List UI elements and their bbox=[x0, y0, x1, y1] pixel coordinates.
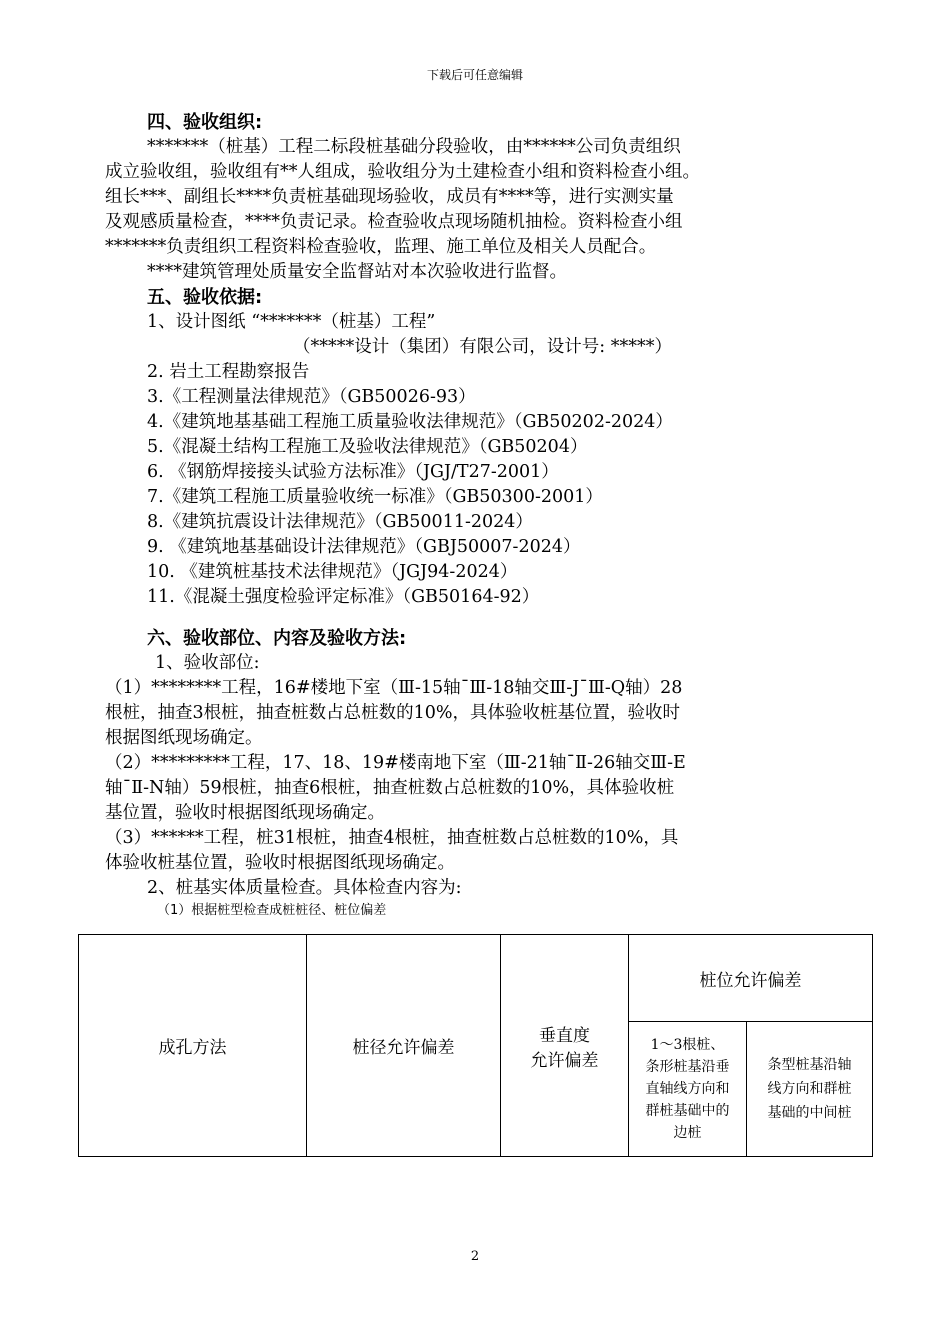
section4-heading: 四、验收组织: bbox=[147, 112, 263, 133]
page-header: 下载后可任意编辑 bbox=[426, 68, 523, 82]
table-caption: （1）根据桩型检查成桩桩径、桩位偏差 bbox=[157, 903, 387, 918]
basis-item: 8.《建筑抗震设计法律规范》（GB50011-2024） bbox=[147, 512, 533, 532]
section4-line: ****建筑管理处质量安全监督站对本次验收进行监督。 bbox=[147, 262, 567, 282]
pile-deviation-table bbox=[78, 934, 873, 1157]
section4-line: *******负责组织工程资料检查验收，监理、施工单位及相关人员配合。 bbox=[105, 237, 657, 257]
basis-item: 1、设计图纸 “*******（桩基）工程” bbox=[147, 312, 436, 332]
basis-item: （*****设计（集团）有限公司，设计号: *****） bbox=[293, 337, 672, 357]
section6-sub2: 2、桩基实体质量检查。具体检查内容为: bbox=[147, 878, 462, 898]
section5-heading: 五、验收依据: bbox=[147, 287, 263, 308]
basis-item: 7.《建筑工程施工质量验收统一标准》（GB50300-2001） bbox=[147, 487, 603, 507]
section4-line: 组长***、副组长****负责桩基础现场验收，成员有****等，进行实测实量 bbox=[105, 187, 674, 207]
basis-item: 10. 《建筑桩基技术法律规范》（JGJ94-2024） bbox=[147, 562, 518, 582]
header-hole-method: 成孔方法 bbox=[79, 935, 307, 1157]
section4-line: 成立验收组，验收组有**人组成，验收组分为土建检查小组和资料检查小组。 bbox=[105, 162, 700, 182]
basis-item: 2. 岩土工程勘察报告 bbox=[147, 362, 310, 382]
basis-item: 5.《混凝土结构工程施工及验收法律规范》（GB50204） bbox=[147, 437, 588, 457]
page-number: 2 bbox=[470, 1249, 480, 1264]
header-diameter-deviation: 桩径允许偏差 bbox=[307, 935, 501, 1157]
document-body bbox=[105, 110, 850, 921]
section6-sub1: 1、验收部位: bbox=[155, 653, 260, 673]
section6-p2-line: （2）*********工程，17、18、19#楼南地下室（Ⅲ-21轴¯Ⅱ-26轴交Ⅲ-E bbox=[105, 753, 686, 773]
header-verticality-deviation: 垂直度 允许偏差 bbox=[501, 935, 629, 1157]
basis-item: 3.《工程测量法律规范》（GB50026-93） bbox=[147, 387, 476, 407]
section6-p3-line: （3）******工程，桩31根桩，抽查4根桩，抽查桩数占总桩数的10%，具 bbox=[105, 828, 679, 848]
basis-item: 6. 《钢筋焊接接头试验方法标准》（JGJ/T27-2001） bbox=[147, 462, 559, 482]
basis-item: 9. 《建筑地基基础设计法律规范》（GBJ50007-2024） bbox=[147, 537, 581, 557]
section6-p2-line: 基位置，验收时根据图纸现场确定。 bbox=[105, 803, 385, 823]
section6-p1-line: 根桩，抽查3根桩，抽查桩数占总桩数的10%，具体验收桩基位置，验收时 bbox=[105, 703, 681, 723]
section4-line: 及观感质量检查，****负责记录。检查验收点现场随机抽检。资料检查小组 bbox=[105, 212, 683, 232]
section4-line: *******（桩基）工程二标段桩基础分段验收，由******公司负责组织 bbox=[147, 137, 681, 157]
section6-p2-line: 轴¯Ⅱ-N轴）59根桩，抽查6根桩，抽查桩数占总桩数的10%，具体验收桩 bbox=[105, 778, 675, 798]
header-edge-piles: 1～3根桩、 条形桩基沿垂 直轴线方向和 群桩基础中的 边桩 bbox=[629, 1022, 747, 1157]
basis-item: 11.《混凝土强度检验评定标准》（GB50164-92） bbox=[147, 587, 540, 607]
basis-item: 4.《建筑地基基础工程施工质量验收法律规范》（GB50202-2024） bbox=[147, 412, 673, 432]
section6-p1-line: 根据图纸现场确定。 bbox=[105, 728, 263, 748]
header-position-deviation: 桩位允许偏差 bbox=[629, 935, 873, 1022]
section6-p3-line: 体验收桩基位置，验收时根据图纸现场确定。 bbox=[105, 853, 455, 873]
section6-heading: 六、验收部位、内容及验收方法: bbox=[147, 628, 407, 649]
header-middle-piles: 条型桩基沿轴 线方向和群桩 基础的中间桩 bbox=[747, 1022, 873, 1157]
section6-p1-line: （1）********工程，16#楼地下室（Ⅲ-15轴¯Ⅲ-18轴交Ⅲ-J¯Ⅲ-Q轴）28 bbox=[105, 678, 683, 698]
